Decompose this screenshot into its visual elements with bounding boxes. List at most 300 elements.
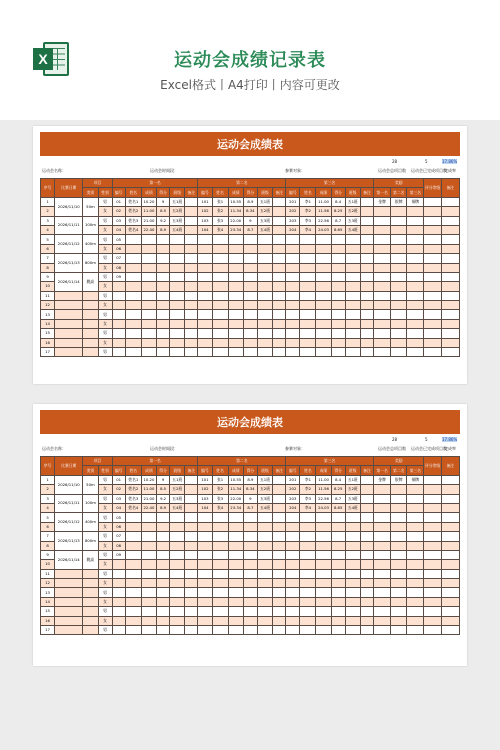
table-cell: [286, 348, 300, 357]
table-cell: [273, 532, 286, 541]
table-cell: 13: [41, 310, 55, 319]
table-cell: [316, 550, 331, 559]
table-cell: [374, 579, 391, 588]
col-award: 奖励: [374, 457, 424, 466]
table-cell: 8.5: [157, 207, 170, 216]
table-cell: [273, 225, 286, 234]
table-cell: [185, 560, 198, 569]
table-cell: [170, 607, 185, 616]
table-cell: [441, 522, 459, 531]
col-remark: 备注: [441, 457, 459, 476]
table-cell: [331, 263, 345, 272]
table-cell: [391, 254, 407, 263]
col-no: 编号: [286, 466, 300, 475]
table-cell: [157, 616, 170, 625]
table-cell: [331, 235, 345, 244]
table-cell: [360, 329, 373, 338]
col-score: 成绩: [141, 466, 156, 475]
table-cell: [407, 235, 424, 244]
table-cell: 05: [112, 513, 125, 522]
col-class: 班级: [345, 466, 360, 475]
table-cell: [300, 244, 316, 253]
cell-category: [83, 616, 98, 625]
table-cell: [331, 579, 345, 588]
table-cell: 张3: [212, 494, 228, 503]
table-cell: [198, 597, 212, 606]
table-cell: [331, 291, 345, 300]
table-cell: [157, 569, 170, 578]
table-cell: [112, 607, 125, 616]
table-cell: 姓名1: [125, 475, 141, 484]
col-class: 班级: [170, 466, 185, 475]
table-cell: 8.5: [157, 485, 170, 494]
table-cell: [424, 503, 441, 512]
table-cell: 男: [98, 494, 112, 503]
total-items-label: 运动会总项目数: [378, 446, 406, 451]
table-cell: [273, 216, 286, 225]
table-row: [41, 225, 460, 234]
table-cell: [228, 550, 243, 559]
col-score: 成绩: [228, 188, 243, 197]
table-cell: [331, 532, 345, 541]
table-row: [41, 207, 460, 216]
table-cell: [228, 560, 243, 569]
table-cell: [441, 235, 459, 244]
table-cell: 11: [41, 569, 55, 578]
table-cell: [441, 310, 459, 319]
cell-date: [55, 338, 83, 347]
table-cell: [228, 301, 243, 310]
table-cell: 姓名4: [125, 503, 141, 512]
table-cell: 103: [198, 216, 212, 225]
table-cell: [157, 272, 170, 281]
table-cell: [185, 569, 198, 578]
cell-date: 2026/11/13: [55, 254, 83, 273]
table-cell: [374, 560, 391, 569]
cell-date: [55, 597, 83, 606]
table-cell: [391, 207, 407, 216]
table-cell: [360, 263, 373, 272]
table-cell: [185, 597, 198, 606]
table-cell: [141, 348, 156, 357]
table-cell: [273, 616, 286, 625]
table-cell: [391, 235, 407, 244]
table-cell: [374, 207, 391, 216]
done-items-label: 运动会已完成项目数: [411, 446, 447, 451]
table-cell: [157, 607, 170, 616]
table-cell: 1: [41, 475, 55, 484]
cell-date: [55, 588, 83, 597]
table-cell: [391, 485, 407, 494]
cell-date: [55, 626, 83, 635]
table-cell: [441, 216, 459, 225]
table-cell: 女: [98, 301, 112, 310]
table-cell: [407, 541, 424, 550]
table-cell: [185, 207, 198, 216]
table-row: [41, 532, 460, 541]
table-cell: 五3班: [257, 494, 272, 503]
col-no: 编号: [198, 188, 212, 197]
table-row: [41, 254, 460, 263]
table-cell: 铜牌: [407, 197, 424, 206]
table-cell: [441, 513, 459, 522]
table-cell: [300, 348, 316, 357]
table-cell: [407, 550, 424, 559]
table-cell: [407, 560, 424, 569]
table-cell: 五1班: [170, 197, 185, 206]
table-cell: [185, 588, 198, 597]
table-cell: [257, 319, 272, 328]
table-cell: [424, 329, 441, 338]
table-cell: [198, 291, 212, 300]
table-cell: [407, 310, 424, 319]
table-cell: [243, 541, 257, 550]
table-cell: [316, 597, 331, 606]
table-cell: 09: [112, 550, 125, 559]
col-class: 班级: [257, 188, 272, 197]
table-cell: [331, 329, 345, 338]
cell-category: [83, 569, 98, 578]
table-cell: [198, 254, 212, 263]
table-cell: 五3班: [345, 494, 360, 503]
table-cell: [212, 626, 228, 635]
table-cell: [424, 616, 441, 625]
table-cell: [441, 550, 459, 559]
col-gender: 性别: [98, 466, 112, 475]
table-cell: 8.4: [331, 197, 345, 206]
col-class: 班级: [257, 466, 272, 475]
table-cell: [345, 616, 360, 625]
table-cell: [441, 541, 459, 550]
table-cell: [391, 291, 407, 300]
table-cell: 1: [41, 197, 55, 206]
table-cell: [407, 588, 424, 597]
table-cell: 男: [98, 291, 112, 300]
table-cell: [141, 626, 156, 635]
table-cell: [286, 319, 300, 328]
table-cell: [112, 291, 125, 300]
table-cell: [228, 513, 243, 522]
table-cell: 24.03: [316, 503, 331, 512]
table-cell: [441, 263, 459, 272]
table-cell: [141, 291, 156, 300]
table-cell: [170, 522, 185, 531]
table-cell: [198, 310, 212, 319]
table-cell: [157, 579, 170, 588]
table-cell: 李3: [300, 216, 316, 225]
table-cell: 五2班: [170, 207, 185, 216]
table-cell: [407, 338, 424, 347]
table-cell: [273, 494, 286, 503]
table-cell: 李4: [300, 503, 316, 512]
table-cell: [391, 560, 407, 569]
table-cell: [228, 616, 243, 625]
table-cell: 102: [198, 207, 212, 216]
table-cell: 17: [41, 348, 55, 357]
table-row: [41, 569, 460, 578]
table-cell: [374, 301, 391, 310]
table-cell: [228, 254, 243, 263]
table-cell: 03: [112, 494, 125, 503]
table-cell: [424, 560, 441, 569]
table-cell: 3: [41, 216, 55, 225]
cell-category: 100m: [83, 494, 98, 513]
table-cell: 8.25: [331, 485, 345, 494]
table-cell: 12: [41, 301, 55, 310]
table-cell: [125, 263, 141, 272]
table-cell: [316, 319, 331, 328]
table-cell: [170, 579, 185, 588]
table-cell: 9: [41, 272, 55, 281]
done-items-value: 5: [425, 437, 428, 442]
table-cell: 女: [98, 560, 112, 569]
table-cell: [374, 329, 391, 338]
col-award-1: 第一名: [374, 188, 391, 197]
col-class: 班级: [345, 188, 360, 197]
table-cell: 银牌: [391, 475, 407, 484]
col-name: 姓名: [125, 188, 141, 197]
table-cell: [441, 569, 459, 578]
table-cell: 21.00: [141, 216, 156, 225]
table-cell: 104: [198, 225, 212, 234]
table-cell: [391, 494, 407, 503]
table-cell: [360, 569, 373, 578]
table-cell: [170, 550, 185, 559]
table-cell: [112, 329, 125, 338]
table-cell: [424, 272, 441, 281]
table-cell: [374, 348, 391, 357]
cell-date: [55, 291, 83, 300]
table-cell: [391, 503, 407, 512]
table-cell: [125, 291, 141, 300]
table-cell: 五2班: [257, 485, 272, 494]
table-cell: [316, 541, 331, 550]
table-cell: [185, 254, 198, 263]
table-cell: [316, 513, 331, 522]
table-cell: [286, 235, 300, 244]
table-cell: [441, 225, 459, 234]
table-cell: 张2: [212, 485, 228, 494]
table-cell: [331, 282, 345, 291]
cell-date: [55, 616, 83, 625]
table-cell: 8.7: [243, 225, 257, 234]
table-cell: [345, 348, 360, 357]
table-cell: [391, 244, 407, 253]
table-cell: 14: [41, 597, 55, 606]
col-third: 第三名: [286, 457, 374, 466]
table-cell: [374, 550, 391, 559]
table-cell: [391, 522, 407, 531]
table-cell: [374, 532, 391, 541]
table-cell: 五4班: [170, 503, 185, 512]
table-cell: [273, 282, 286, 291]
table-cell: [424, 338, 441, 347]
table-cell: [407, 494, 424, 503]
table-cell: [374, 235, 391, 244]
table-cell: 女: [98, 597, 112, 606]
table-cell: [212, 532, 228, 541]
table-cell: [316, 579, 331, 588]
cell-category: 跳高: [83, 550, 98, 569]
table-cell: [228, 532, 243, 541]
table-cell: [316, 607, 331, 616]
cell-date: [55, 329, 83, 338]
table-cell: [316, 282, 331, 291]
table-cell: [170, 532, 185, 541]
table-cell: [407, 319, 424, 328]
table-cell: [125, 560, 141, 569]
cell-category: [83, 579, 98, 588]
table-cell: [424, 569, 441, 578]
table-cell: [212, 338, 228, 347]
table-cell: 五4班: [345, 503, 360, 512]
table-cell: [257, 588, 272, 597]
cell-date: [55, 569, 83, 578]
col-note: 备注: [273, 466, 286, 475]
table-cell: [141, 532, 156, 541]
table-cell: [441, 616, 459, 625]
table-cell: [300, 607, 316, 616]
table-cell: [360, 291, 373, 300]
table-cell: [331, 626, 345, 635]
table-cell: 五3班: [170, 216, 185, 225]
table-cell: [170, 616, 185, 625]
table-cell: [112, 301, 125, 310]
table-cell: 男: [98, 235, 112, 244]
table-cell: [316, 338, 331, 347]
table-cell: [441, 579, 459, 588]
total-items-label: 运动会总项目数: [378, 168, 406, 173]
table-cell: [257, 550, 272, 559]
table-cell: [441, 588, 459, 597]
table-cell: 8.65: [331, 503, 345, 512]
table-cell: 10.20: [141, 197, 156, 206]
table-cell: [374, 616, 391, 625]
table-cell: [170, 272, 185, 281]
table-cell: [331, 310, 345, 319]
table-cell: 204: [286, 503, 300, 512]
table-cell: [257, 235, 272, 244]
table-cell: [157, 319, 170, 328]
table-row: [41, 291, 460, 300]
table-cell: [125, 244, 141, 253]
table-cell: [185, 329, 198, 338]
table-cell: [141, 541, 156, 550]
table-cell: [228, 244, 243, 253]
col-class: 班级: [170, 188, 185, 197]
table-cell: [300, 263, 316, 272]
table-cell: [273, 207, 286, 216]
col-score: 成绩: [316, 466, 331, 475]
col-points: 得分: [157, 188, 170, 197]
table-cell: [112, 560, 125, 569]
table-cell: [407, 503, 424, 512]
table-cell: 16: [41, 616, 55, 625]
table-cell: [441, 329, 459, 338]
table-cell: 女: [98, 541, 112, 550]
table-cell: [345, 588, 360, 597]
table-cell: 姓名3: [125, 216, 141, 225]
total-items-value: 28: [392, 159, 398, 164]
col-no: 编号: [198, 466, 212, 475]
table-row: [41, 197, 460, 206]
table-cell: [185, 282, 198, 291]
table-row: [41, 319, 460, 328]
table-cell: 2: [41, 485, 55, 494]
excel-icon: X: [33, 42, 69, 76]
table-cell: [374, 338, 391, 347]
table-cell: [424, 532, 441, 541]
table-cell: [112, 597, 125, 606]
table-cell: [157, 550, 170, 559]
col-points: 得分: [243, 188, 257, 197]
col-award: 奖励: [374, 179, 424, 188]
table-cell: [286, 522, 300, 531]
table-cell: 五4班: [170, 225, 185, 234]
table-cell: [360, 244, 373, 253]
table-cell: [316, 291, 331, 300]
table-row: [41, 616, 460, 625]
table-cell: [374, 263, 391, 272]
table-cell: [125, 616, 141, 625]
meet-name-label: 运动会名称：: [42, 168, 66, 173]
table-cell: [228, 626, 243, 635]
table-cell: [391, 329, 407, 338]
table-cell: [407, 244, 424, 253]
table-cell: [331, 607, 345, 616]
table-cell: [316, 532, 331, 541]
table-cell: [157, 282, 170, 291]
sheet-title-bar: 运动会成绩表: [40, 132, 460, 156]
table-cell: 8.34: [243, 485, 257, 494]
table-cell: [441, 197, 459, 206]
table-cell: [243, 616, 257, 625]
table-cell: 五2班: [345, 207, 360, 216]
table-cell: [157, 338, 170, 347]
col-rating: 评分等级: [424, 179, 441, 198]
table-cell: [391, 348, 407, 357]
table-cell: [374, 541, 391, 550]
col-name: 姓名: [300, 188, 316, 197]
table-cell: [212, 597, 228, 606]
table-cell: [198, 329, 212, 338]
audience-label: 参赛对象：: [285, 446, 305, 451]
table-cell: 9.2: [157, 494, 170, 503]
table-cell: 11.34: [228, 485, 243, 494]
table-cell: [157, 254, 170, 263]
table-cell: 22.00: [228, 494, 243, 503]
table-cell: 金牌: [374, 475, 391, 484]
table-cell: [157, 263, 170, 272]
table-cell: [345, 301, 360, 310]
table-cell: [157, 560, 170, 569]
table-cell: [170, 235, 185, 244]
table-cell: [300, 569, 316, 578]
cell-date: [55, 301, 83, 310]
table-cell: [243, 348, 257, 357]
table-cell: [185, 550, 198, 559]
table-cell: [407, 207, 424, 216]
table-cell: [243, 310, 257, 319]
table-cell: [391, 616, 407, 625]
table-cell: [374, 588, 391, 597]
table-cell: 103: [198, 494, 212, 503]
table-cell: [374, 225, 391, 234]
table-cell: [345, 310, 360, 319]
table-cell: 11.00: [316, 475, 331, 484]
table-cell: [374, 216, 391, 225]
table-cell: 203: [286, 216, 300, 225]
